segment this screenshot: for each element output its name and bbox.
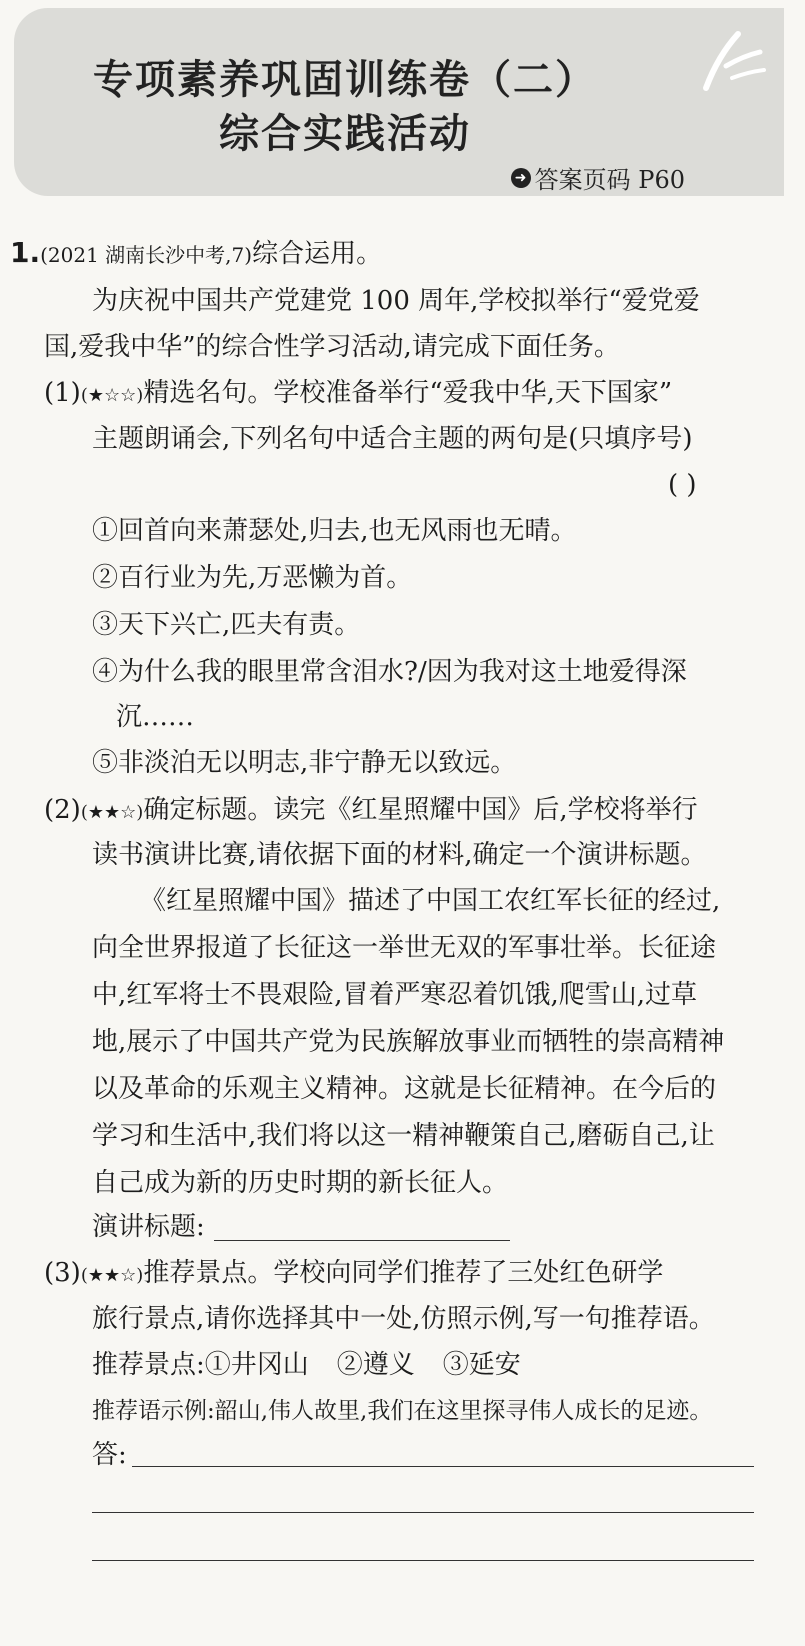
material-line: 自己成为新的历史时期的新长征人。 [92, 1168, 509, 1198]
option-item: ④为什么我的眼里常含泪水?/因为我对这土地爱得深 [92, 657, 687, 687]
question-source: (2021 湖南长沙中考,7) [40, 243, 253, 267]
option-item: ③天下兴亡,匹夫有责。 [92, 610, 361, 640]
material-line: 《红星照耀中国》描述了中国工农红军长征的经过, [140, 886, 721, 916]
speech-title-blank[interactable] [214, 1240, 510, 1241]
material-line: 学习和生活中,我们将以这一精神鞭策自己,磨砺自己,让 [92, 1121, 715, 1151]
spot-item: ①井冈山 [204, 1350, 309, 1380]
part1-line-1: 精选名句。学校准备举行“爱我中华,天下国家” [143, 378, 673, 408]
part3-difficulty: (★★☆) [80, 1265, 144, 1286]
part1-label: (1) [44, 378, 81, 408]
leaf-decoration-icon [698, 26, 768, 96]
part1-line-2: 主题朗诵会,下列名句中适合主题的两句是(只填序号) [92, 424, 693, 454]
answer-blank-line[interactable] [132, 1466, 754, 1467]
option-item: ⑤非淡泊无以明志,非宁静无以致远。 [92, 748, 517, 778]
part1-answer-paren: ( ) [668, 470, 697, 500]
part2-label: (2) [44, 795, 81, 825]
option-item: ①回首向来萧瑟处,归去,也无风雨也无晴。 [92, 516, 577, 546]
spot-item: ③延安 [442, 1350, 521, 1380]
intro-line-2: 国,爱我中华”的综合性学习活动,请完成下面任务。 [44, 332, 620, 362]
question-number: 1. [10, 236, 41, 269]
answer-page-reference [511, 160, 685, 195]
spots-line [92, 1350, 521, 1380]
part2-header [44, 795, 698, 828]
part3-line-2: 旅行景点,请你选择其中一处,仿照示例,写一句推荐语。 [92, 1304, 715, 1334]
answer-blank-line[interactable] [92, 1512, 754, 1513]
material-line: 中,红军将士不畏艰险,冒着严寒忍着饥饿,爬雪山,过草 [92, 980, 698, 1010]
part3-label: (3) [44, 1258, 81, 1288]
answer-ref-text: 答案页码 P60 [534, 166, 685, 194]
part2-line-2: 读书演讲比赛,请依据下面的材料,确定一个演讲标题。 [92, 840, 707, 870]
part2-difficulty: (★★☆) [80, 802, 144, 823]
spot-item: ②遵义 [336, 1350, 415, 1380]
answer-label: 答: [92, 1440, 127, 1470]
material-line: 向全世界报道了长征这一举世无双的军事壮举。长征途 [92, 933, 717, 963]
arrow-right-icon: ➜ [511, 168, 531, 188]
intro-line-1: 为庆祝中国共产党建党 100 周年,学校拟举行“爱党爱 [92, 286, 700, 316]
speech-title-label: 演讲标题: [92, 1212, 205, 1242]
answer-blank-line[interactable] [92, 1560, 754, 1561]
question-header [10, 238, 382, 270]
page-subtitle: 综合实践活动 [219, 111, 471, 157]
material-line: 地,展示了中国共产党为民族解放事业而牺牲的崇高精神 [92, 1027, 725, 1057]
spots-label: 推荐景点: [92, 1350, 205, 1380]
question-topic: 综合运用。 [252, 239, 383, 269]
part3-line-1: 推荐景点。学校向同学们推荐了三处红色研学 [143, 1258, 664, 1288]
part3-header [44, 1258, 663, 1291]
part1-difficulty: (★☆☆) [80, 385, 144, 406]
material-line: 以及革命的乐观主义精神。这就是长征精神。在今后的 [92, 1074, 717, 1104]
part2-line-1: 确定标题。读完《红星照耀中国》后,学校将举行 [143, 795, 698, 825]
part1-header [44, 378, 672, 411]
page-title: 专项素养巩固训练卷（二） [93, 57, 597, 103]
recommendation-example: 推荐语示例:韶山,伟人故里,我们在这里探寻伟人成长的足迹。 [92, 1398, 713, 1424]
option-item: ②百行业为先,万恶懒为首。 [92, 563, 413, 593]
option-item-continuation: 沉…… [116, 702, 195, 732]
